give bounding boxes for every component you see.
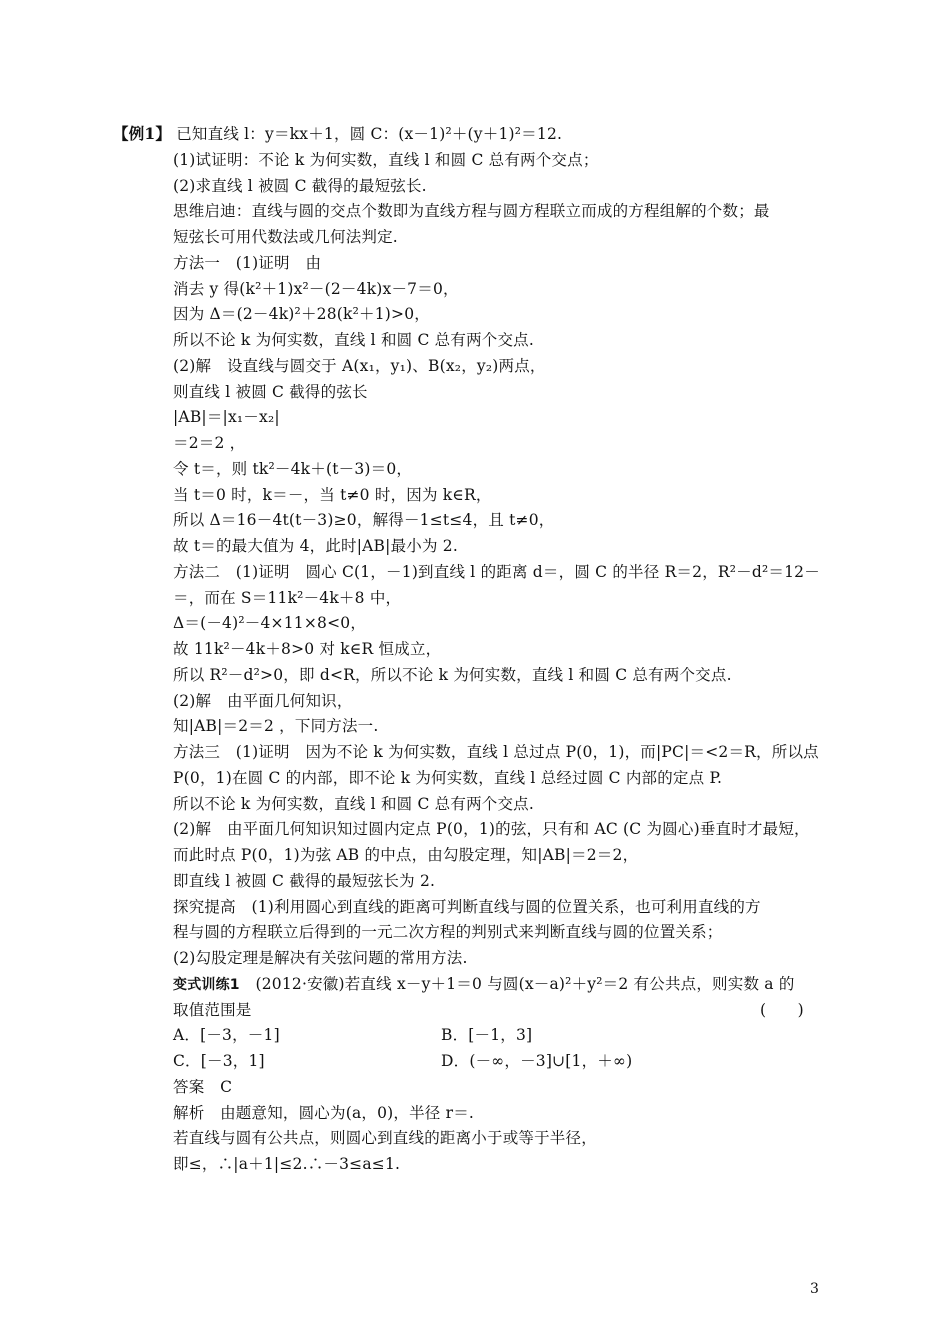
variant-training-heading: [173, 973, 795, 996]
text-line: 所以不论 k 为何实数，直线 l 和圆 C 总有两个交点.: [173, 331, 534, 349]
text-line: 消去 y 得(k²＋1)x²－(2－4k)x－7＝0，: [173, 280, 459, 298]
example-label: 【例1】: [113, 124, 172, 143]
text-line: 解析 由题意知，圆心为(a，0)，半径 r＝.: [173, 1104, 475, 1122]
text-line: 思维启迪：直线与圆的交点个数即为直线方程与圆方程联立而成的方程组解的个数；最: [173, 202, 770, 220]
text-line: 若直线与圆有公共点，则圆心到直线的距离小于或等于半径，: [173, 1129, 597, 1147]
text-line: (2)解 设直线与圆交于 A(x₁，y₁)、B(x₂，y₂)两点，: [173, 357, 546, 375]
option-d: D．(－∞，－3]∪[1，＋∞): [441, 1052, 633, 1070]
text-line: 令 t＝，则 tk²－4k＋(t－3)＝0，: [173, 460, 413, 478]
text-line: |AB|＝|x₁－x₂|: [173, 408, 280, 426]
text-line: Δ＝(－4)²－4×11×8<0，: [173, 614, 367, 632]
option-b: B．[－1，3]: [441, 1026, 533, 1044]
text-line: (2)求直线 l 被圆 C 截得的最短弦长.: [173, 177, 427, 195]
text-line: 知|AB|＝2＝2 ，下同方法一.: [173, 717, 379, 735]
example-1-heading: [113, 123, 562, 145]
text-line: 所以 R²－d²>0，即 d<R，所以不论 k 为何实数，直线 l 和圆 C 总有两个交点.: [173, 666, 732, 684]
text-line: (1)试证明：不论 k 为何实数，直线 l 和圆 C 总有两个交点；: [173, 151, 599, 169]
text-line: 取值范围是: [173, 1001, 252, 1019]
text-line: (2)勾股定理是解决有关弦问题的常用方法.: [173, 949, 468, 967]
text-line: (2)解 由平面几何知识知过圆内定点 P(0，1)的弦，只有和 AC (C 为圆心)垂直时才最短，: [173, 820, 810, 838]
text-line: 而此时点 P(0，1)为弦 AB 的中点，由勾股定理，知|AB|＝2＝2，: [173, 846, 639, 864]
example-statement: 已知直线 l：y＝kx＋1，圆 C：(x－1)²＋(y＋1)²＝12.: [171, 125, 563, 143]
answer-line: 答案 C: [173, 1078, 233, 1096]
text-line: 短弦长可用代数法或几何法判定.: [173, 228, 398, 246]
text-line: 即直线 l 被圆 C 截得的最短弦长为 2.: [173, 872, 436, 890]
text-line: ＝2＝2 ，: [173, 434, 246, 452]
option-c: C．[－3，1]: [173, 1052, 265, 1070]
text-line: (2)解 由平面几何知识，: [173, 692, 353, 710]
text-line: 即≤，∴|a＋1|≤2.∴－3≤a≤1.: [173, 1155, 401, 1173]
text-line: 则直线 l 被圆 C 截得的弦长: [173, 383, 368, 401]
option-a: A．[－3，－1]: [173, 1026, 280, 1044]
text-line: 当 t＝0 时，k＝－，当 t≠0 时，因为 k∈R，: [173, 486, 492, 504]
text-line: 方法三 (1)证明 因为不论 k 为何实数，直线 l 总过点 P(0，1)，而|PC|＝<2＝R，所以点: [173, 743, 819, 761]
text-line: 方法二 (1)证明 圆心 C(1，－1)到直线 l 的距离 d＝，圆 C 的半径 R＝2，R²－d²＝12－: [173, 563, 820, 581]
text-line: P(0，1)在圆 C 的内部，即不论 k 为何实数，直线 l 总经过圆 C 内部的定点 P.: [173, 769, 723, 787]
text-line: 方法一 (1)证明 由: [173, 254, 322, 272]
text-line: 所以 Δ＝16－4t(t－3)≥0，解得－1≤t≤4，且 t≠0，: [173, 511, 555, 529]
text-line: 故 t＝的最大值为 4，此时|AB|最小为 2.: [173, 537, 458, 555]
variant-training-label: 变式训练1: [173, 977, 240, 993]
text-line: 所以不论 k 为何实数，直线 l 和圆 C 总有两个交点.: [173, 795, 534, 813]
page-number: 3: [810, 1281, 819, 1297]
text-line: 探究提高 (1)利用圆心到直线的距离可判断直线与圆的位置关系，也可利用直线的方: [173, 898, 761, 916]
text-line: 故 11k²－4k＋8>0 对 k∈R 恒成立，: [173, 640, 442, 658]
text-line: 因为 Δ＝(2－4k)²＋28(k²＋1)>0，: [173, 305, 430, 323]
text-line: ＝，而在 S＝11k²－4k＋8 中，: [173, 589, 402, 607]
answer-bracket: ( ): [760, 1001, 804, 1019]
variant-training-question: (2012·安徽)若直线 x－y＋1＝0 与圆(x－a)²＋y²＝2 有公共点，则实数 a 的: [239, 975, 795, 993]
text-line: 程与圆的方程联立后得到的一元二次方程的判别式来判断直线与圆的位置关系；: [173, 923, 723, 941]
